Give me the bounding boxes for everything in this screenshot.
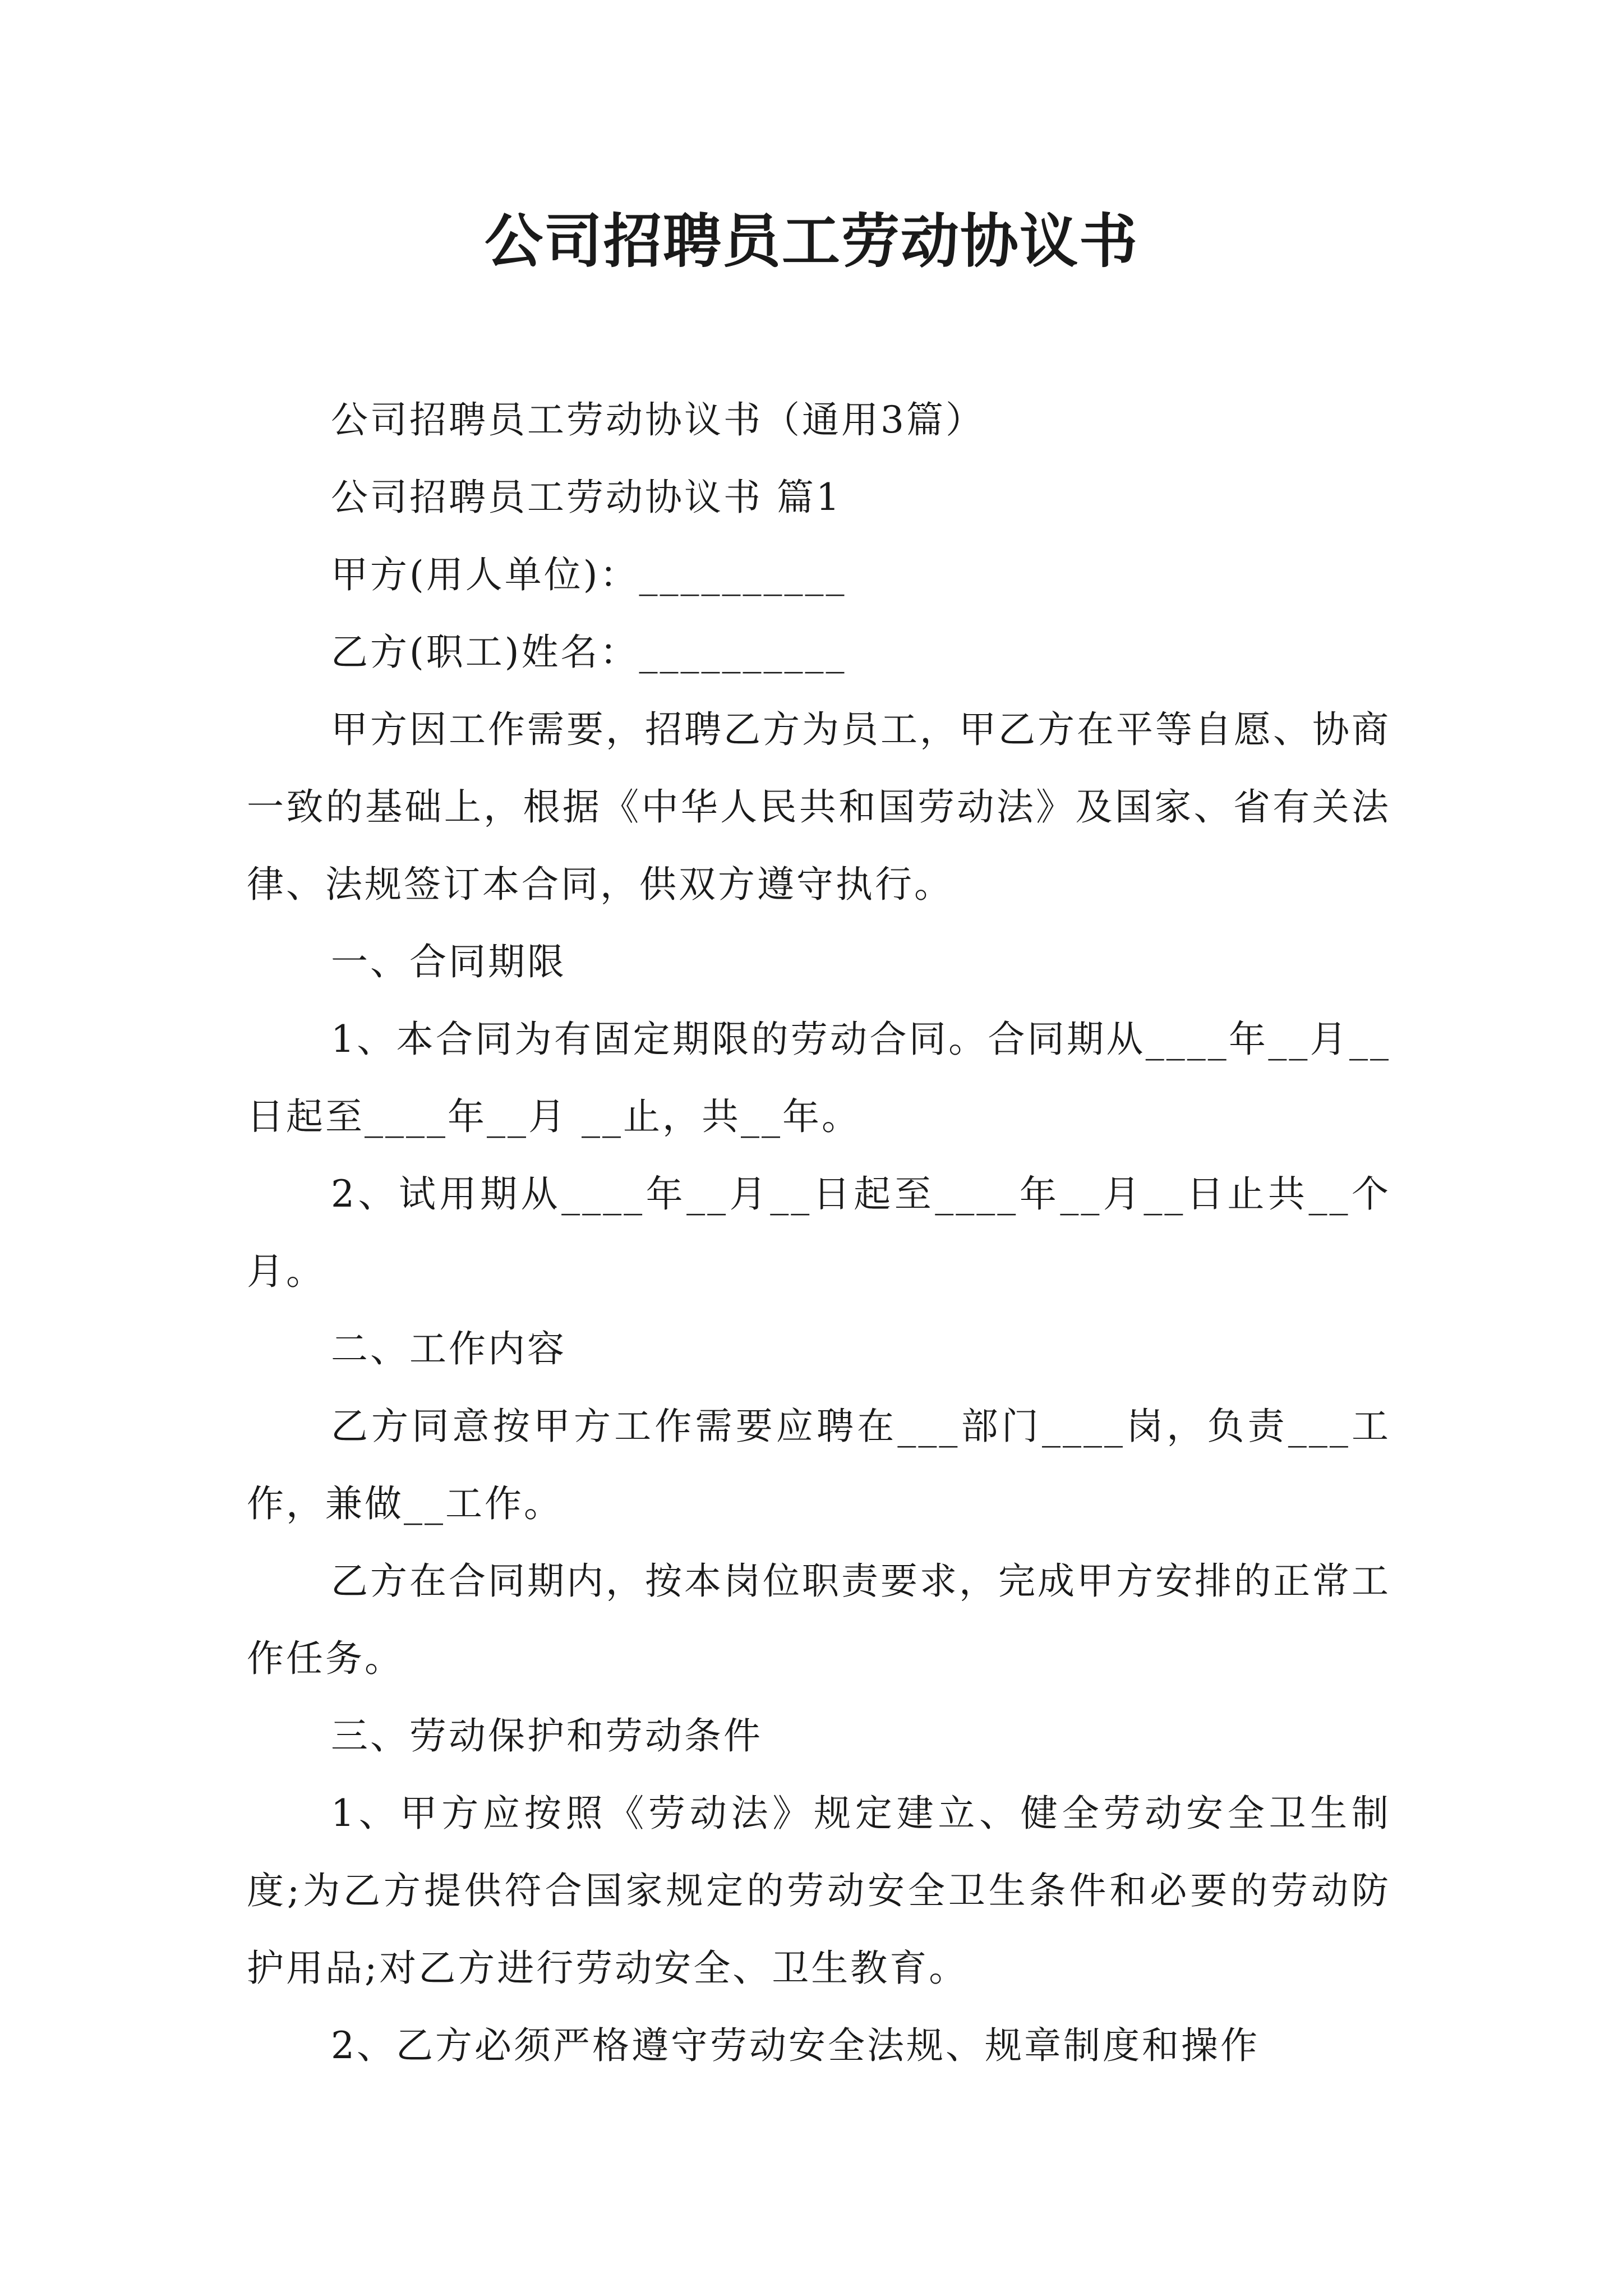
paragraph-section-heading: 公司招聘员工劳动协议书 篇1 [331,476,842,519]
clause-heading-term: 一、合同期限 [331,940,566,983]
paragraph-party-b: 乙方(职工)姓名：__________ [331,631,847,674]
clause-heading-labor-protection: 三、劳动保护和劳动条件 [331,1714,763,1757]
clause-position: 乙方同意按甲方工作需要应聘在___部门____岗，负责___工作，兼做__工作。 [247,1405,1391,1525]
document-body [247,381,1391,2085]
clause-employee-safety: 2、乙方必须严格遵守劳动安全法规、规章制度和操作 [331,2024,1260,2067]
paragraph-subtitle: 公司招聘员工劳动协议书（通用3篇） [331,398,985,441]
clause-employer-safety: 1、甲方应按照《劳动法》规定建立、健全劳动安全卫生制度;为乙方提供符合国家规定的劳动安全卫生条件和必要的劳动防护用品;对乙方进行劳动安全、卫生教育。 [247,1792,1391,1990]
document-title: 公司招聘员工劳动协议书 [484,206,1138,275]
paragraph-preamble: 甲方因工作需要，招聘乙方为员工，甲乙方在平等自愿、协商一致的基础上，根据《中华人民共和国劳动法》及国家、省有关法律、法规签订本合同，供双方遵守执行。 [247,708,1391,906]
clause-heading-work-content: 二、工作内容 [331,1327,566,1370]
clause-contract-period: 1、本合同为有固定期限的劳动合同。合同期从____年__月__日起至____年__月 __止，共__年。 [247,1018,1391,1138]
clause-duties: 乙方在合同期内，按本岗位职责要求，完成甲方安排的正常工作任务。 [247,1559,1391,1680]
paragraph-party-a: 甲方(用人单位)：__________ [331,553,847,596]
clause-probation-period: 2、试用期从____年__月__日起至____年__月__日止共__个月。 [247,1172,1391,1293]
